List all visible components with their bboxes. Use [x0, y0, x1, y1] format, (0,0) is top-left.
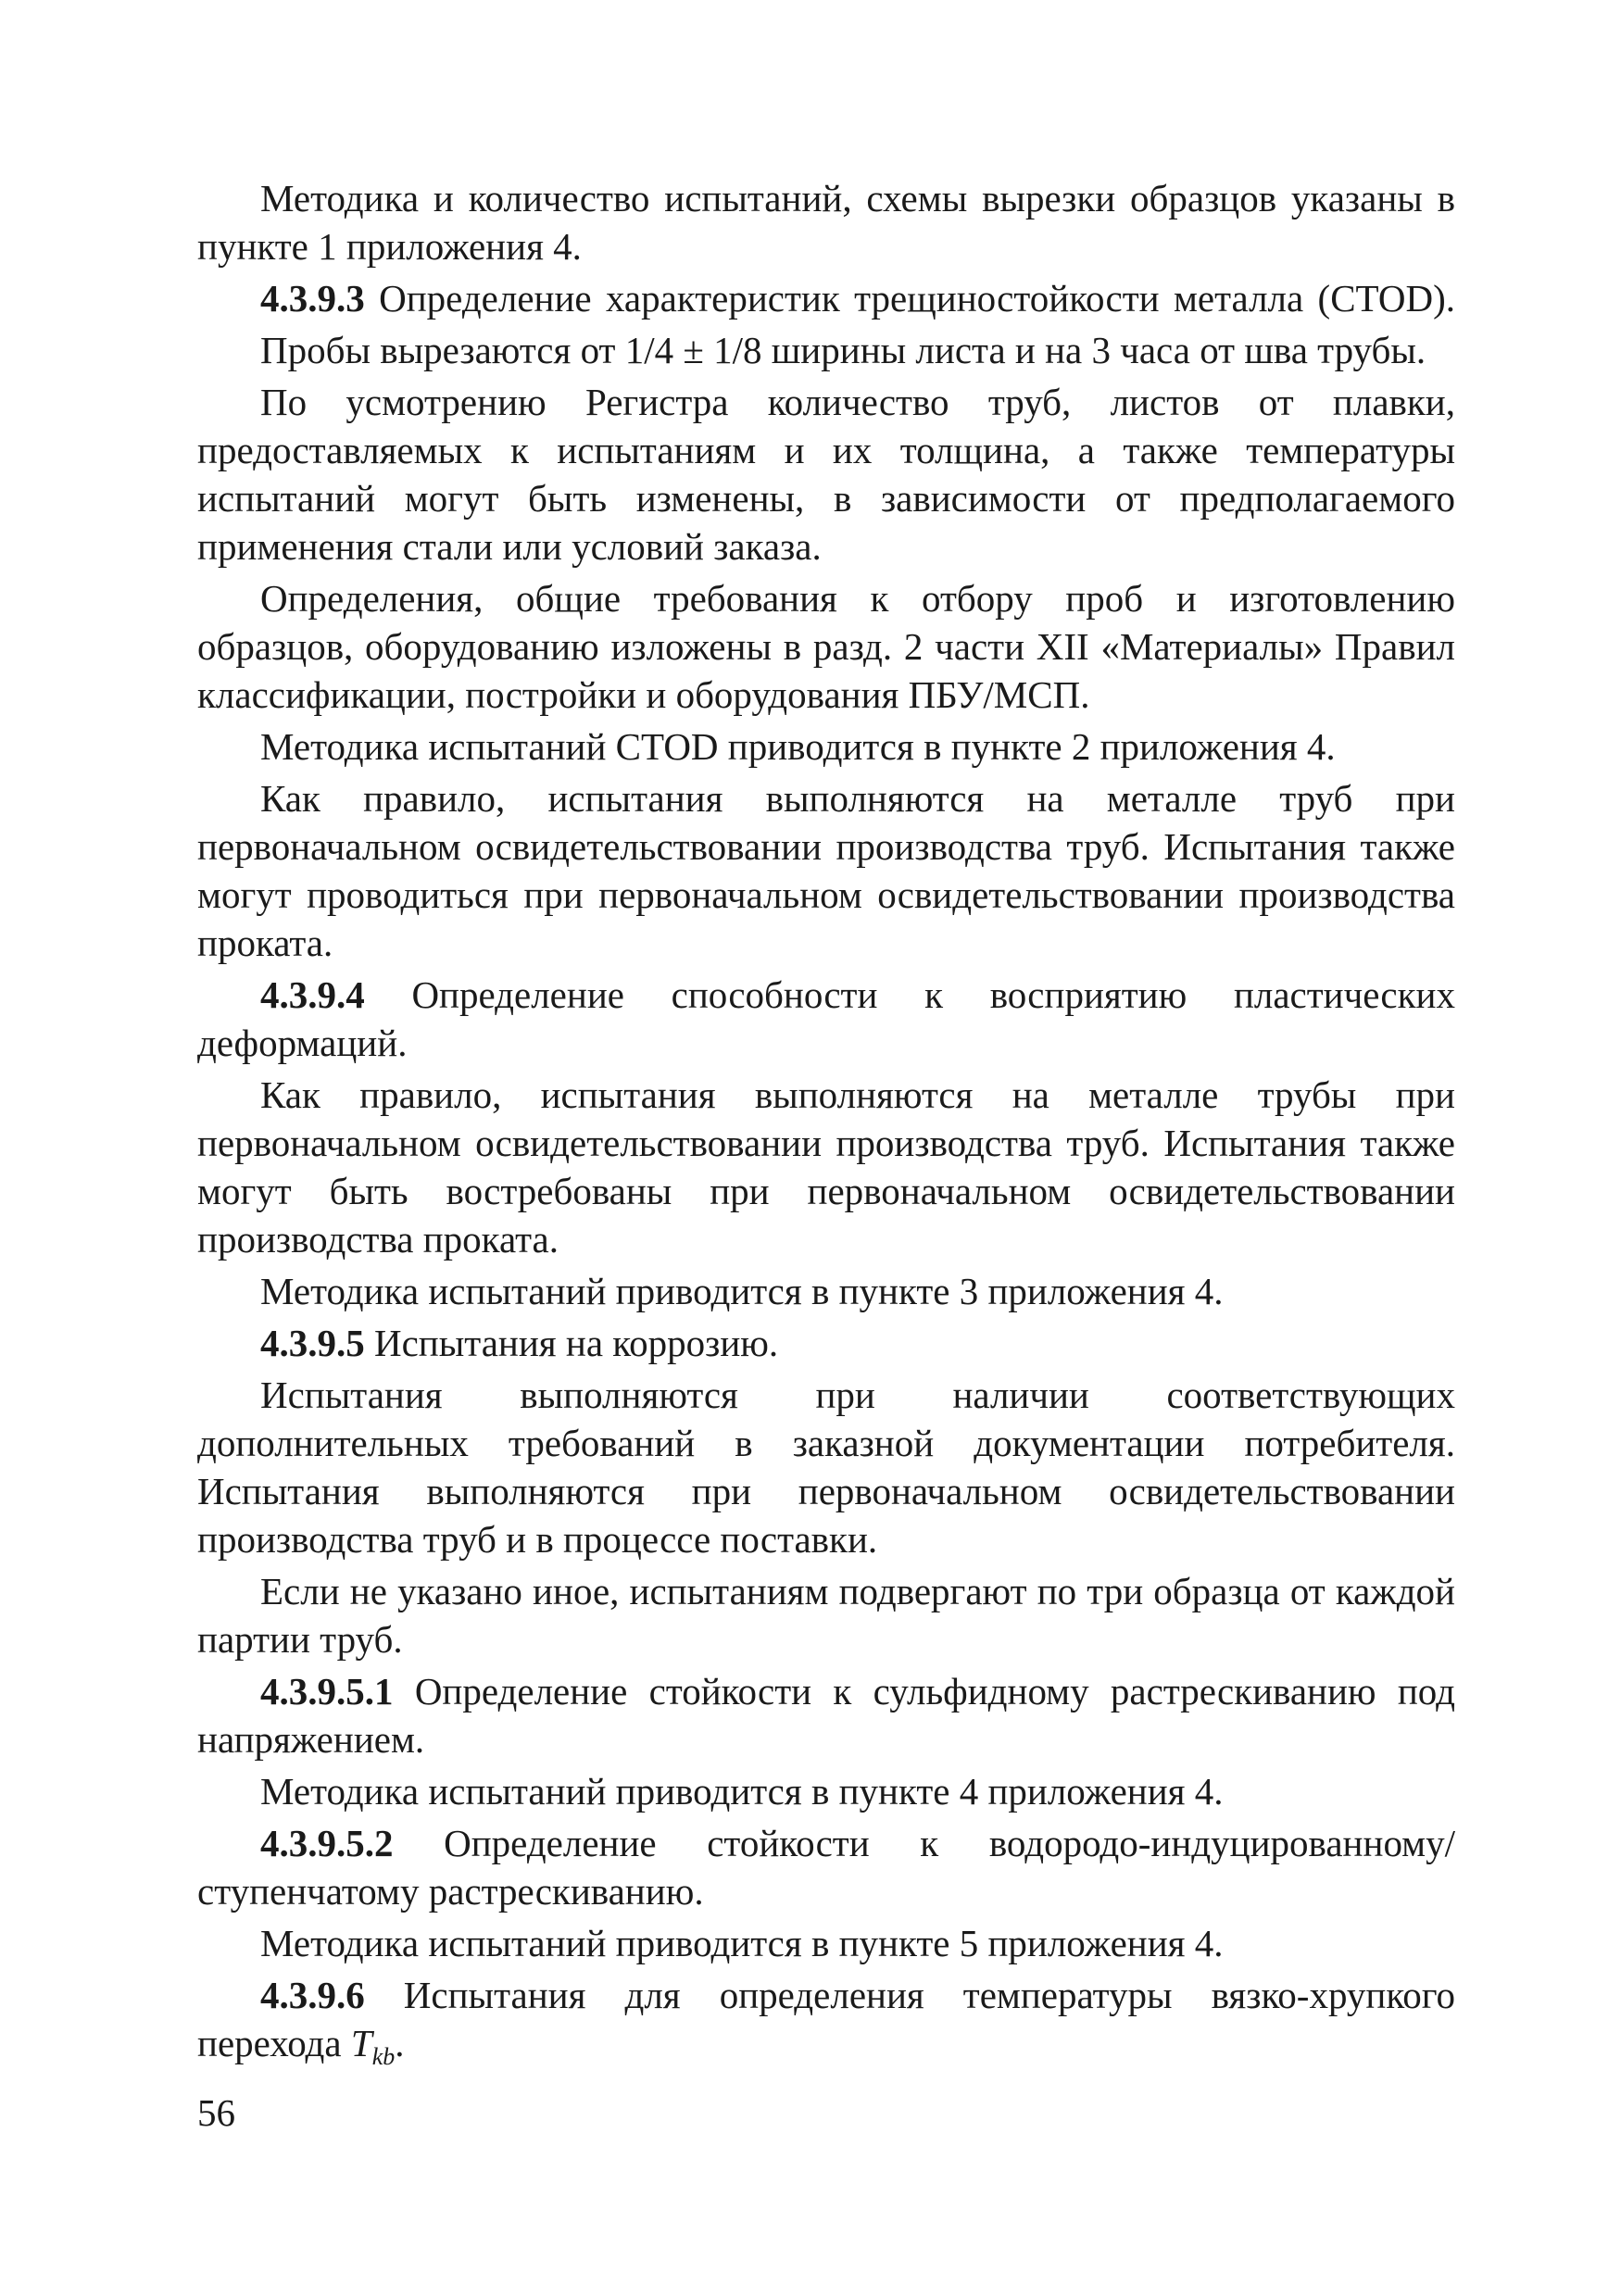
section-number: 4.3.9.5.1 [260, 1670, 394, 1713]
paragraph-final [197, 1971, 1455, 2085]
paragraph-text: Определение стойкости к сульфидному растрескиванию под напряжением. [197, 1670, 1455, 1761]
paragraph-text: Определение характеристик трещиностойкости металла (CTOD). [364, 277, 1455, 320]
section-number: 4.3.9.6 [260, 1974, 365, 2016]
paragraph-text: Методика испытаний приводится в пункте 5 приложения 4. [260, 1922, 1224, 1964]
paragraph-text: Методика испытаний CTOD приводится в пункте 2 приложения 4. [260, 725, 1336, 768]
paragraph-text: Испытания для определения температуры вязко-хрупкого перехода [197, 1974, 1455, 2064]
paragraph-text: Если не указано иное, испытаниям подвергают по три образца от каждой партии труб. [197, 1570, 1455, 1661]
paragraph [197, 174, 1455, 274]
paragraph-text: Пробы вырезаются от 1/4 ± 1/8 ширины листа и на 3 часа от шва трубы. [260, 329, 1426, 371]
paragraph [197, 971, 1455, 1071]
paragraph-text: По усмотрению Регистра количество труб, листов от плавки, предоставляемых к испытаниям и их толщина, а также температуры испытаний могут быть изменены, в зависимости от предполагаемого применения стали или условий заказа. [197, 381, 1455, 568]
paragraph [197, 1267, 1455, 1319]
paragraph-end: . [395, 2022, 405, 2064]
paragraph [197, 1371, 1455, 1567]
paragraph [197, 326, 1455, 378]
section-number: 4.3.9.4 [260, 973, 365, 1016]
temperature-subscript: kb [371, 2043, 396, 2071]
paragraph [197, 774, 1455, 971]
paragraph [197, 1071, 1455, 1267]
paragraph [197, 274, 1455, 326]
paragraph [197, 574, 1455, 722]
paragraph [197, 722, 1455, 774]
paragraph-text: Как правило, испытания выполняются на металле труб при первоначальном освидетельствовании производства труб. Испытания также могут проводиться при первоначальном освидетельствовании производства проката. [197, 777, 1455, 964]
section-number: 4.3.9.5 [260, 1322, 365, 1364]
paragraph [197, 1819, 1455, 1919]
paragraph-text: Испытания выполняются при наличии соответствующих дополнительных требований в заказной документации потребителя. Испытания выполняются при первоначальном освидетельствовании производства труб и в процессе поставки. [197, 1374, 1455, 1561]
paragraph-text: Испытания на коррозию. [364, 1322, 779, 1364]
section-number: 4.3.9.5.2 [260, 1822, 394, 1864]
paragraph [197, 1567, 1455, 1667]
paragraph-text: Определение стойкости к водородо-индуцированному/ступенчатому растрескиванию. [197, 1822, 1455, 1913]
section-number: 4.3.9.3 [260, 277, 365, 320]
temperature-symbol: T [350, 2022, 372, 2064]
paragraph [197, 1767, 1455, 1819]
paragraph-text: Как правило, испытания выполняются на металле трубы при первоначальном освидетельствовании производства труб. Испытания также могут быть востребованы при первоначальном освидетельствовании производства проката. [197, 1073, 1455, 1261]
paragraph-text: Методика и количество испытаний, схемы вырезки образцов указаны в пункте 1 приложения 4. [197, 177, 1455, 268]
paragraph [197, 1319, 1455, 1371]
paragraph-text: Определения, общие требования к отбору проб и изготовлению образцов, оборудованию изложены в разд. 2 части XII «Материалы» Правил классификации, постройки и оборудования ПБУ/МСП. [197, 577, 1455, 716]
paragraph [197, 378, 1455, 574]
document-body [197, 174, 1455, 2085]
paragraph-text: Методика испытаний приводится в пункте 4 приложения 4. [260, 1770, 1224, 1813]
paragraph-text: Определение способности к восприятию пластических деформаций. [197, 973, 1455, 1064]
paragraph [197, 1667, 1455, 1767]
paragraph-text: Методика испытаний приводится в пункте 3 приложения 4. [260, 1270, 1224, 1312]
page-number: 56 [197, 2091, 235, 2134]
paragraph [197, 1919, 1455, 1971]
